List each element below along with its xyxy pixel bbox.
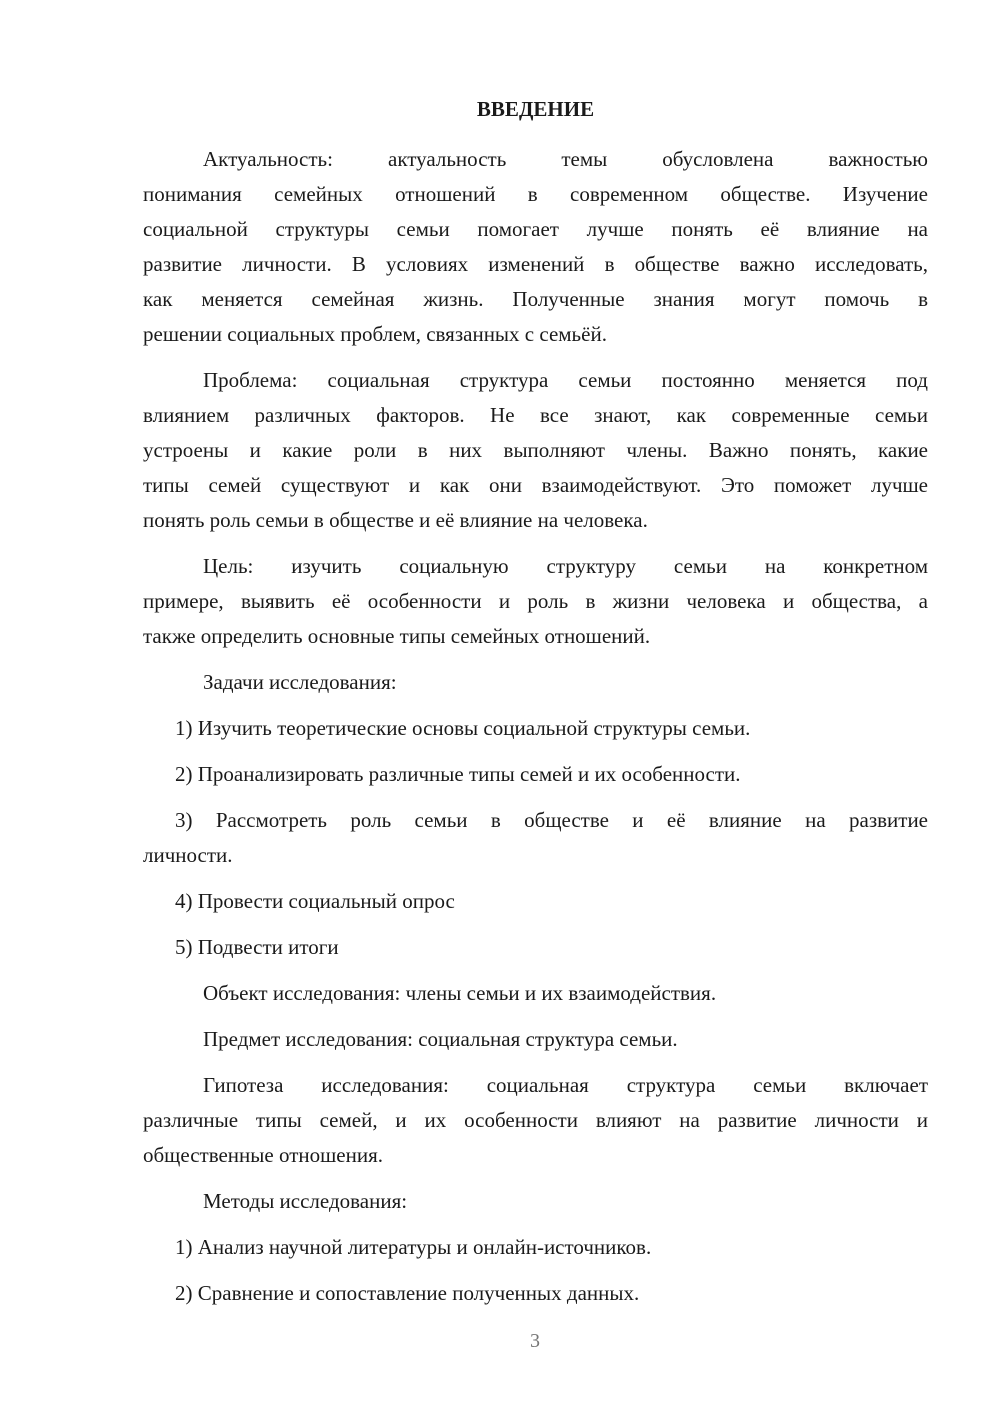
paragraph [143, 1184, 928, 1219]
text-line: типы семей существуют и как они взаимодействуют. Это поможет лучше [143, 473, 928, 497]
paragraph [143, 142, 928, 352]
paragraph [143, 1022, 928, 1057]
text-line: Проблема: социальная структура семьи постоянно меняется под [203, 368, 928, 392]
paragraph [143, 363, 928, 538]
text-line: 5) Подвести итоги [175, 935, 339, 959]
text-line: понять роль семьи в обществе и её влияние на человека. [143, 508, 648, 532]
text-line: Цель: изучить социальную структуру семьи на конкретном [203, 554, 928, 578]
text-line: 1) Анализ научной литературы и онлайн-источников. [175, 1235, 652, 1259]
list-item [143, 803, 928, 873]
text-line: как меняется семейная жизнь. Полученные знания могут помочь в [143, 287, 928, 311]
text-line: 2) Сравнение и сопоставление полученных данных. [175, 1281, 640, 1305]
list-item [143, 1230, 928, 1265]
paragraph [143, 549, 928, 654]
paragraph [143, 976, 928, 1011]
document-body [143, 142, 928, 1311]
text-line: 2) Проанализировать различные типы семей и их особенности. [175, 762, 741, 786]
page-title: ВВЕДЕНИЕ [476, 97, 595, 121]
text-line: Предмет исследования: социальная структура семьи. [203, 1027, 678, 1051]
paragraph [143, 665, 928, 700]
text-line: общественные отношения. [143, 1143, 383, 1167]
text-line: примере, выявить её особенности и роль в жизни человека и общества, а [143, 589, 928, 613]
text-line: решении социальных проблем, связанных с семьёй. [143, 322, 607, 346]
text-line: Объект исследования: члены семьи и их взаимодействия. [203, 981, 717, 1005]
text-line: 3) Рассмотреть роль семьи в обществе и её влияние на развитие [175, 808, 928, 832]
text-line: Актуальность: актуальность темы обусловлена важностью [203, 147, 928, 171]
paragraph [143, 1068, 928, 1173]
text-line: Методы исследования: [203, 1189, 408, 1213]
text-line: личности. [143, 843, 233, 867]
list-item [143, 711, 928, 746]
text-line: 1) Изучить теоретические основы социальной структуры семьи. [175, 716, 751, 740]
text-line: развитие личности. В условиях изменений в обществе важно исследовать, [143, 252, 928, 276]
document-page [143, 92, 928, 1322]
page-number: 3 [530, 1330, 540, 1352]
text-line: Гипотеза исследования: социальная структура семьи включает [203, 1073, 928, 1097]
text-line: влиянием различных факторов. Не все знают, как современные семьи [143, 403, 928, 427]
list-item [143, 884, 928, 919]
text-line: Задачи исследования: [203, 670, 397, 694]
text-line: понимания семейных отношений в современном обществе. Изучение [143, 182, 928, 206]
list-item [143, 757, 928, 792]
list-item [143, 1276, 928, 1311]
text-line: различные типы семей, и их особенности влияют на развитие личности и [143, 1108, 928, 1132]
text-line: устроены и какие роли в них выполняют члены. Важно понять, какие [143, 438, 928, 462]
text-line: социальной структуры семьи помогает лучше понять её влияние на [143, 217, 928, 241]
text-line: 4) Провести социальный опрос [175, 889, 455, 913]
list-item [143, 930, 928, 965]
text-line: также определить основные типы семейных отношений. [143, 624, 651, 648]
